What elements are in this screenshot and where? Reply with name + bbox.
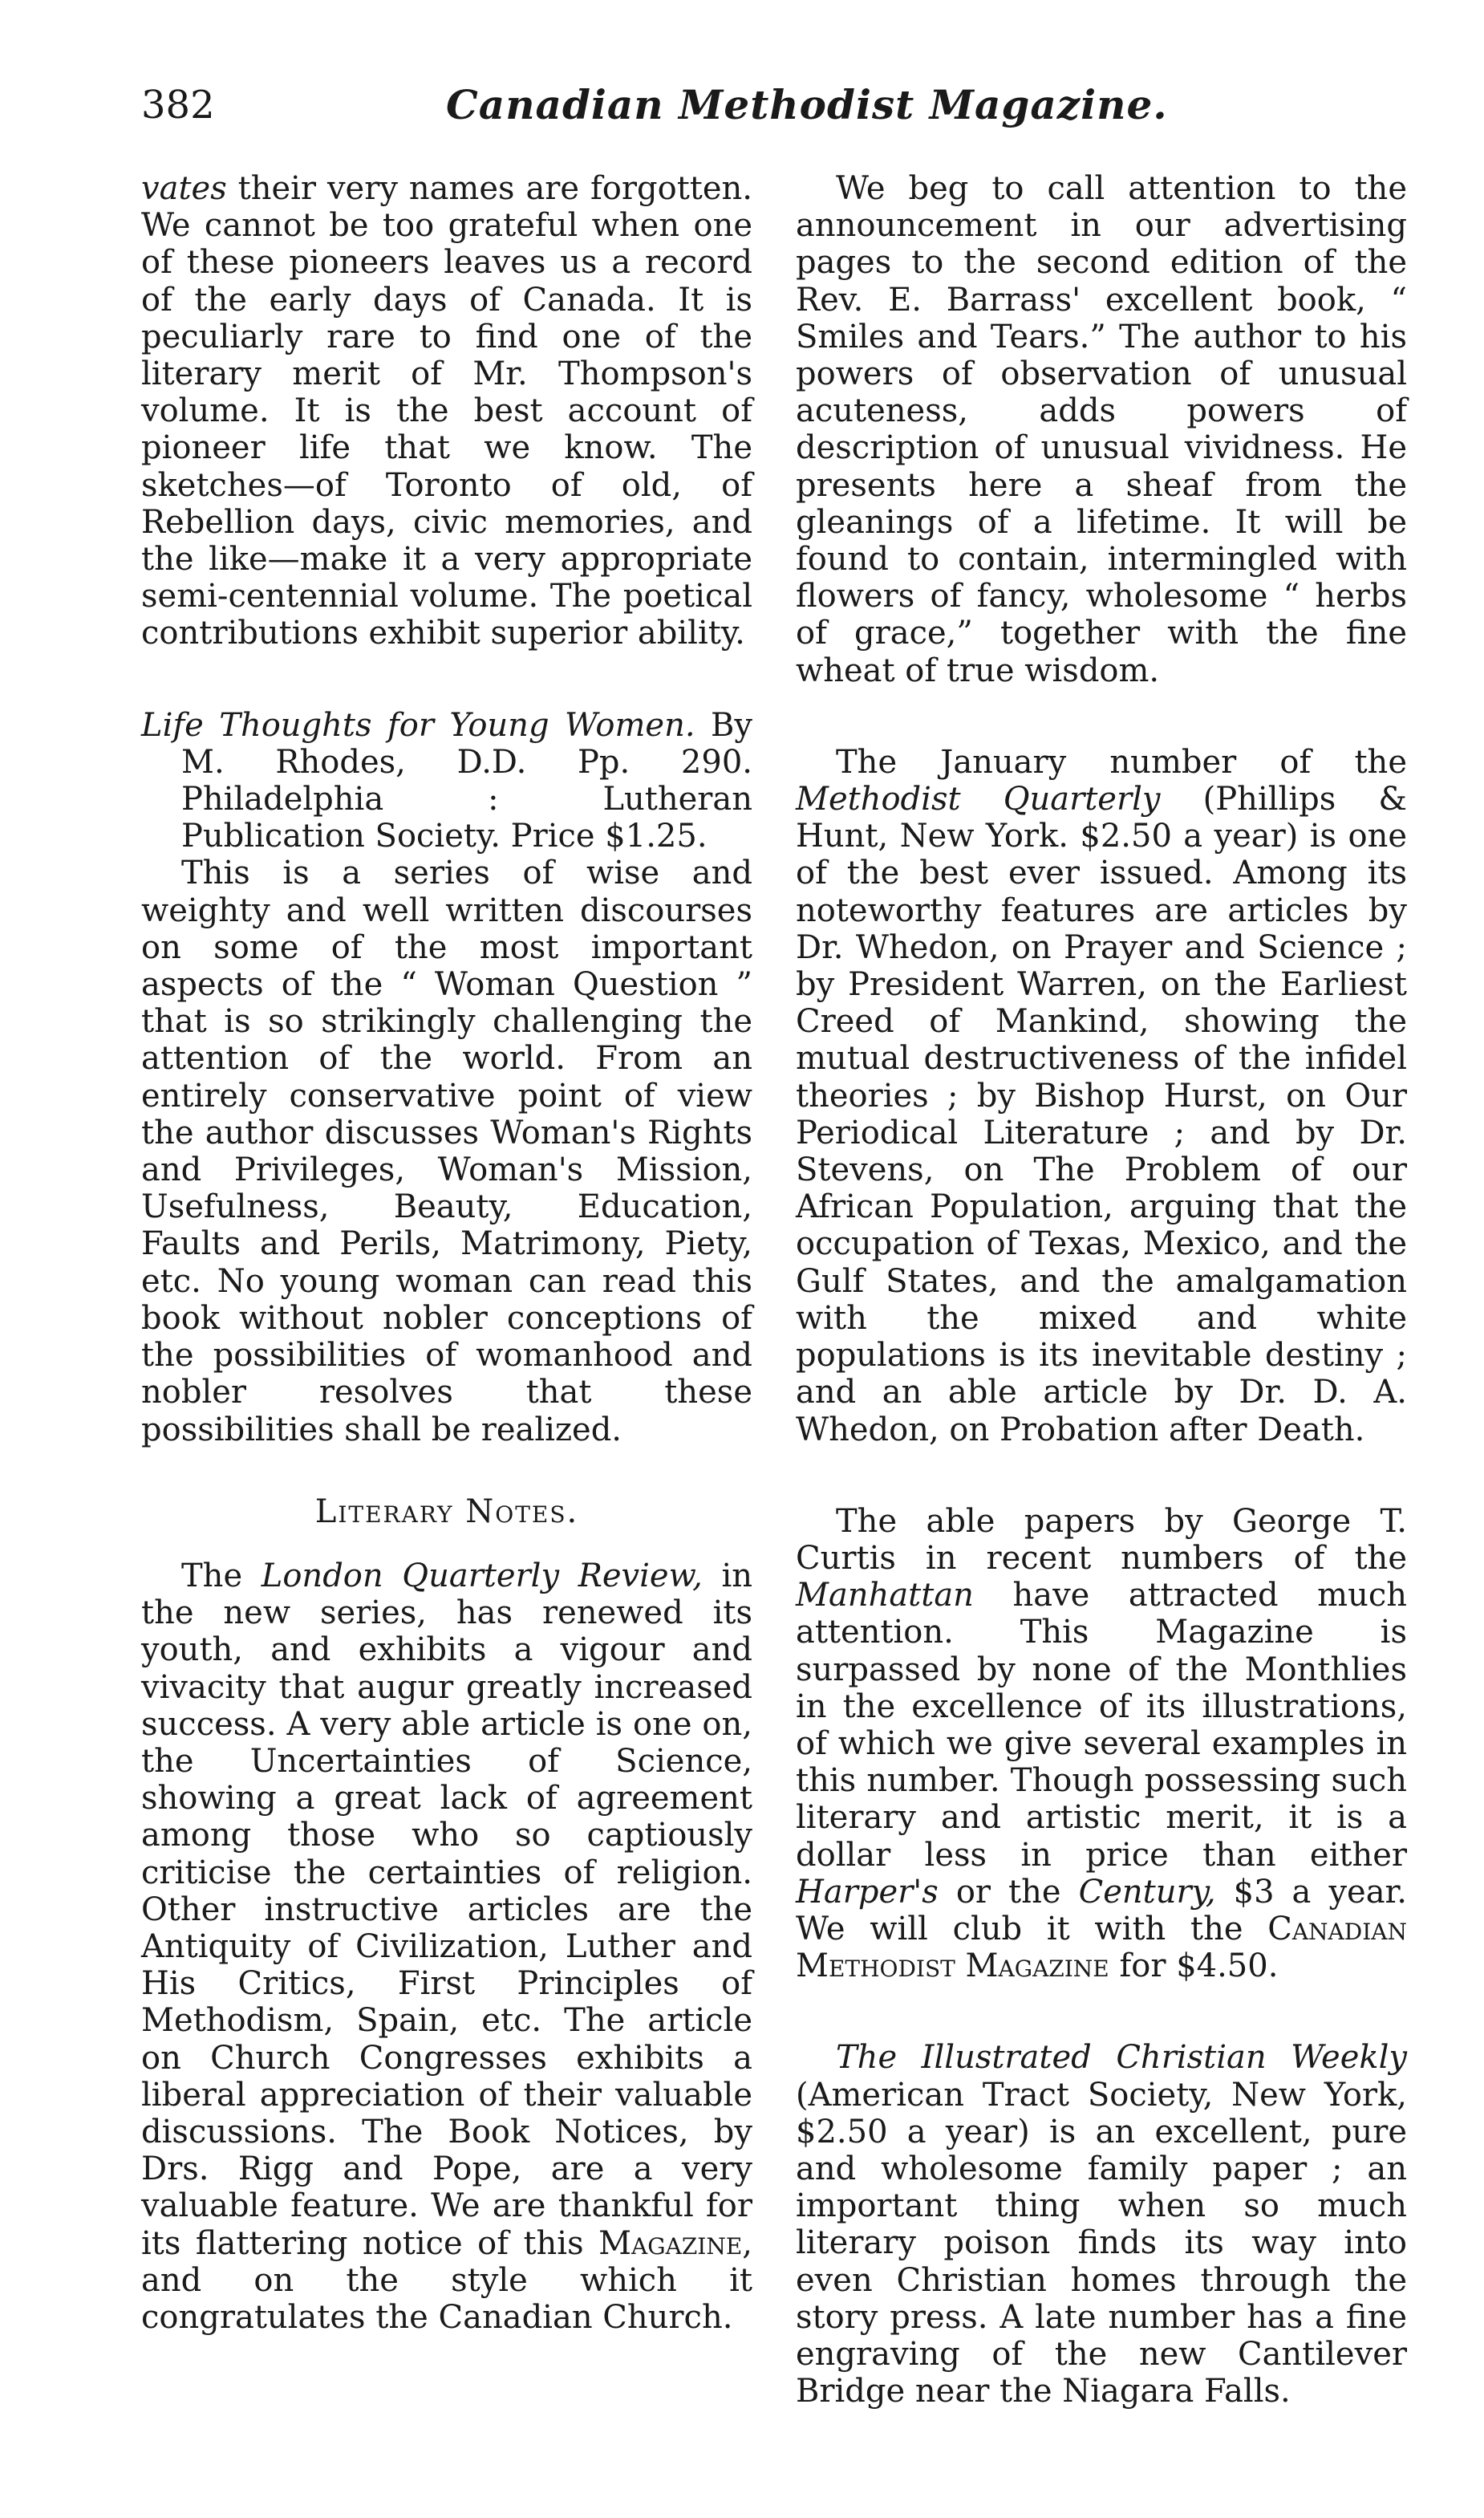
- thompson-review-continuation: [141, 170, 752, 652]
- christian-weekly-note: The Illustrated Christian Weekly (American Tract Society, New York, $2.50 a year) is an excellent, pure and wholesome family paper ; an important thing when so much literary poison finds its way into even Christian homes through the story press. A late number has a fine engraving of the new Cantilever Bridge near the Niagara Falls.: [796, 2039, 1407, 2410]
- spacer: [796, 1984, 1407, 2039]
- journal-title: Canadian Methodist Magazine.: [446, 81, 1168, 128]
- periodical-name: Methodist Quarterly: [796, 781, 1161, 818]
- methodist-quarterly-note: The January number of the Methodist Quarterly (Phillips & Hunt, New York. $2.50 a year) is one of the best ever issued. Among its noteworthy features are articles by Dr. Whedon, on Prayer and Science ; by President Warren, on the Earliest Creed of Mankind, showing the mutual destructiveness of the infidel theories ; by Bishop Hurst, on Our Periodical Literature ; and by Dr. Stevens, on The Problem of our African Population, arguing that the occupation of Texas, Mexico, and the Gulf States, and the amalgamation with the mixed and white populations is its inevitable destiny ; and an able article by Dr. D. A. Whedon, on Probation after Death.: [796, 743, 1408, 1448]
- spacer: [796, 1448, 1407, 1503]
- periodical-name: Manhattan: [796, 1577, 974, 1614]
- periodical-name: The Illustrated Christian Weekly: [836, 2039, 1407, 2077]
- manhattan-note: The able papers by George T. Curtis in recent numbers of the Manhattan have attracted much attention. This Magazine is surpassed by none of the Monthlies in the excellence of its illustrations, of which we give several examples in this number. Though possessing such literary and artistic merit, it is a dollar less in price than either Harper's or the Century, $3 a year. We will club it with the Canadian Methodist Magazine for $4.50.: [796, 1502, 1407, 1985]
- periodical-name: Harper's: [796, 1873, 939, 1911]
- london-quarterly-note: The London Quarterly Review, in the new series, has renewed its youth, and exhibits a vigour and vivacity that augur greatly increased success. A very able article is one on, the Uncertainties of Science, showing a great lack of agreement among those who so captiously criticise the certainties of religion. Other instructive articles are the Antiquity of Civilization, Luther and His Critics, First Principles of Methodism, Spain, etc. The article on Church Congresses exhibits a liberal appreciation of their valuable discussions. The Book Notices, by Drs. Rigg and Pope, are a very valuable feature. We are thankful for its flattering notice of this Magazine, and on the style which it congratulates the Canadian Church.: [141, 1557, 753, 2336]
- magazine-name: Magazine,: [598, 2224, 752, 2262]
- spacer: [141, 1448, 752, 1493]
- book-details: By M. Rhodes, D.D. Pp. 290. Philadelphia : Lutheran Publication Society. Price $1.25.: [181, 706, 752, 855]
- spacer: [141, 652, 752, 707]
- running-head: [141, 77, 1393, 133]
- book-review-text: This is a series of wise and weighty and well written discourses on some of the most important aspects of the “ Woman Question ” that is so strikingly challenging the attention of the world. From an entirely conservative point of view the author discusses Woman's Rights and Privileges, Woman's Mission, Usefulness, Beauty, Education, Faults and Perils, Matrimony, Piety, etc. No young woman can read this book without nobler conceptions of the possibilities of womanhood and nobler resolves that these possibilities shall be realized.: [141, 855, 752, 1448]
- right-column: [796, 170, 1407, 2410]
- periodical-name: Century,: [1078, 1873, 1216, 1911]
- section-heading: Literary Notes.: [314, 1493, 579, 1530]
- continued-word: vates: [141, 170, 227, 207]
- periodical-name: London Quarterly Review,: [261, 1557, 703, 1594]
- spacer: [141, 1530, 752, 1558]
- continued-text: their very names are forgotten. We cannot be too grateful when one of these pioneers leaves us a record of the early days of Canada. It is peculiarly rare to find one of the literary merit of Mr. Thompson's volume. It is the best account of pioneer life that we know. The sketches—of Toronto of old, of Rebellion days, civic memories, and the like—make it a very appropriate semi-centennial volume. The poetical contributions exhibit superior ability.: [141, 170, 752, 652]
- book-title: Life Thoughts for Young Women.: [141, 706, 695, 744]
- spacer: [796, 689, 1407, 744]
- left-column: [141, 170, 752, 2336]
- barrass-note: We beg to call attention to the announcement in our advertising pages to the second edition of the Rev. E. Barrass' excellent book, “ Smiles and Tears.” The author to his powers of observation of unusual acuteness, adds powers of description of unusual vividness. He presents here a sheaf from the gleanings of a lifetime. It will be found to contain, intermingled with flowers of fancy, wholesome “ herbs of grace,” together with the fine wheat of true wisdom.: [796, 170, 1407, 689]
- magazine-name: Canadian Methodist Magazine: [796, 1910, 1407, 1985]
- page-number: 382: [141, 83, 215, 128]
- book-citation: [141, 707, 752, 855]
